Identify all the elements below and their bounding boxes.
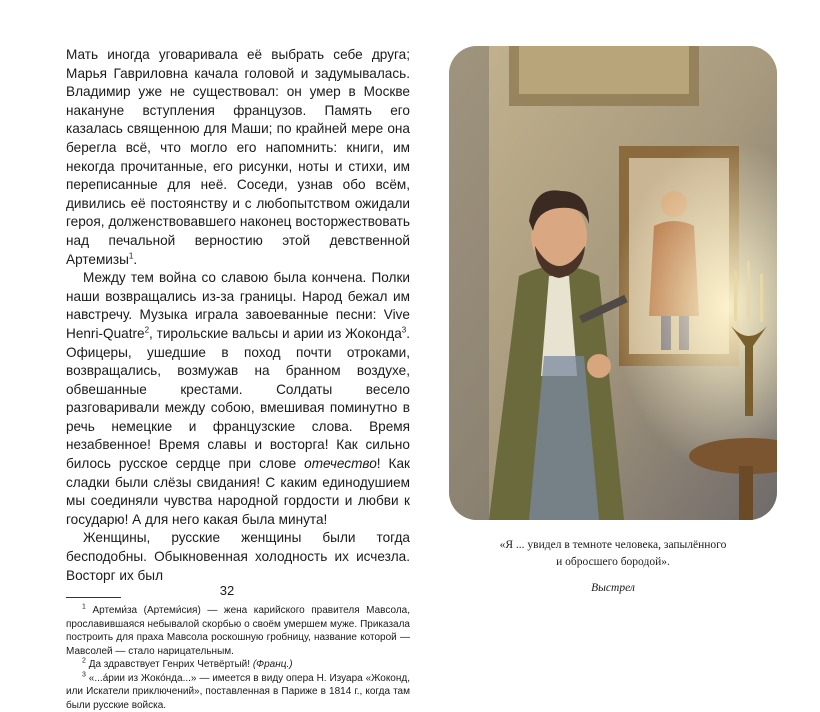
caption-line-1: «Я ... увидел в темноте человека, запылённого xyxy=(499,539,727,551)
footnote-1: $^1$ Артеми́за (Артеми́сия) — жена карийского правителя Мавсола, прославившаяся небывалой скорбью о своём умершем муже. Приказала построить для праха Мавсола роскошную гробницу, название которой — Мавсолей — стало нарицательным. xyxy=(66,603,410,657)
page-number: 32 xyxy=(219,583,235,598)
body-text xyxy=(66,46,410,585)
footnote-ref-1: 1 xyxy=(128,251,134,260)
footnote-3: $^3$ «...а́рии из Жоко́нда...» — имеется в виду опера Н. Изуара «Жоконд, или Искатели приключений», поставленная в Париже в 1814 г., когда там были русские войска. xyxy=(66,671,411,711)
illustration xyxy=(449,46,777,520)
paragraph-2: Между тем война со славою была кончена. Полки наши возвращались из-за границы. Народ бежал им навстречу. Музыка играла завоеванные песни: Vive Henri-Quatre$^2$, тирольские вальсы и арии из Жоконда$^3$. Офицеры, ушедшие в поход почти отроками, возвращались, возмужав на бранном воздухе, обвешанные крестами. Солдаты весело разговаривали между собою, вмешивая поминутно в речь немецкие и французские слова. Время незабвенное! Время славы и восторга! Как сильно билось русское сердце при слове отечество! Как сладки были слёзы свидания! С каким единодушием мы соединяли чувства народной гордости и любви к государю! А для него какая была минута! xyxy=(66,270,410,527)
footnotes xyxy=(66,604,410,712)
illustration-caption xyxy=(449,537,777,597)
paragraph-1: Мать иногда уговаривала её выбрать себе друга; Марья Гавриловна качала головой и задумывалась. Владимир уже не существовал: он умер в Москве накануне вступления французов. Память его казалась священною для Маши; по крайней мере она берегла всё, что могло его напомнить: книги, им некогда прочитанные, его рисунки, ноты и стихи, им переписанные для неё. Соседи, узнав обо всём, дивились её постоянству и с любопытством ожидали героя, долженствовавшего наконец восторжествовать над печальной верностию этой девственной Артемизы$^1$. xyxy=(66,47,410,267)
footnote-ref-3: 3 xyxy=(401,325,407,335)
footnote-divider xyxy=(66,597,121,598)
paragraph-3: Женщины, русские женщины были тогда бесподобны. Обыкновенная холодность их исчезла. Восторг их был xyxy=(66,530,410,583)
caption-source: Выстрел xyxy=(591,582,635,594)
illustration-painting xyxy=(449,46,777,520)
caption-line-2: и обросшего бородой». xyxy=(556,556,670,568)
left-page xyxy=(66,46,410,712)
footnote-2: $^2$ Да здравствует Генрих Четвёртый! (Франц.) xyxy=(82,657,293,671)
footnote-ref-2: 2 xyxy=(144,325,150,335)
